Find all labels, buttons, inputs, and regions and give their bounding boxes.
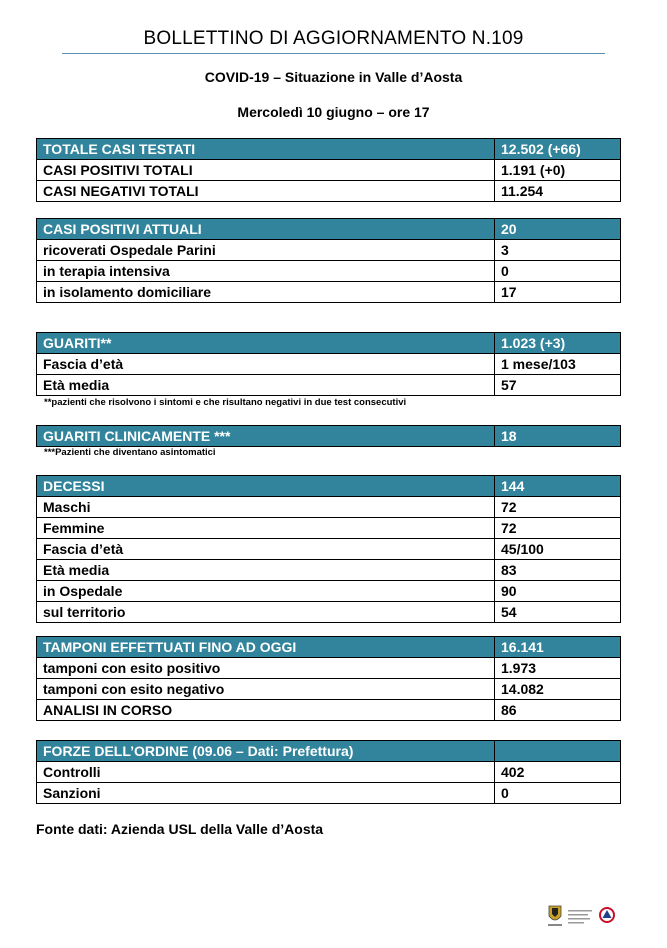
row-value: 0 (495, 783, 621, 804)
table-header-row (37, 426, 621, 447)
table-row (37, 240, 621, 261)
table-positivi-attuali (36, 218, 621, 303)
table-forze-ordine (36, 740, 621, 804)
row-value: 57 (495, 375, 621, 396)
row-label: GUARITI** (37, 333, 495, 354)
table-tamponi (36, 636, 621, 721)
regione-crest-icon (547, 902, 563, 933)
row-value: 1.973 (495, 658, 621, 679)
row-value: 144 (495, 476, 621, 497)
row-label: DECESSI (37, 476, 495, 497)
row-value (495, 741, 621, 762)
bulletin-subtitle: COVID-19 – Situazione in Valle d’Aosta (204, 69, 463, 85)
row-value: 11.254 (495, 181, 621, 202)
row-label: in terapia intensiva (37, 261, 495, 282)
row-label: Femmine (37, 518, 495, 539)
row-value: 18 (495, 426, 621, 447)
footnote-guariti: **pazienti che risolvono i sintomi e che risultano negativi in due test consecutivi (44, 397, 407, 408)
footnote-guariti-clinicamente: ***Pazienti che diventano asintomatici (44, 447, 216, 458)
row-label: sul territorio (37, 602, 495, 623)
row-label: CASI NEGATIVI TOTALI (37, 181, 495, 202)
table-row (37, 783, 621, 804)
row-label: Fascia d’età (37, 354, 495, 375)
table-header-row (37, 476, 621, 497)
row-value: 1 mese/103 (495, 354, 621, 375)
row-value: 54 (495, 602, 621, 623)
row-value: 12.502 (+66) (495, 139, 621, 160)
row-value: 83 (495, 560, 621, 581)
table-row (37, 581, 621, 602)
table-row (37, 560, 621, 581)
table-guariti-clinicamente (36, 425, 621, 447)
table-row (37, 497, 621, 518)
row-label: TAMPONI EFFETTUATI FINO AD OGGI (37, 637, 495, 658)
row-label: tamponi con esito positivo (37, 658, 495, 679)
table-row (37, 602, 621, 623)
table-casi-testati (36, 138, 621, 202)
row-label: Età media (37, 560, 495, 581)
row-value: 86 (495, 700, 621, 721)
table-decessi (36, 475, 621, 623)
table-header-row (37, 637, 621, 658)
bulletin-date: Mercoledì 10 giugno – ore 17 (237, 104, 430, 120)
table-row (37, 282, 621, 303)
row-label: GUARITI CLINICAMENTE *** (37, 426, 495, 447)
table-header-row (37, 219, 621, 240)
row-value: 3 (495, 240, 621, 261)
row-label: CASI POSITIVI ATTUALI (37, 219, 495, 240)
table-row (37, 160, 621, 181)
row-value: 402 (495, 762, 621, 783)
row-label: FORZE DELL’ORDINE (09.06 – Dati: Prefettura) (37, 741, 495, 762)
row-value: 16.141 (495, 637, 621, 658)
table-row (37, 762, 621, 783)
row-label: CASI POSITIVI TOTALI (37, 160, 495, 181)
row-value: 20 (495, 219, 621, 240)
row-label: in isolamento domiciliare (37, 282, 495, 303)
row-value: 1.191 (+0) (495, 160, 621, 181)
protezione-civile-icon (597, 902, 617, 933)
row-value: 17 (495, 282, 621, 303)
table-row (37, 261, 621, 282)
usl-logo-icon (567, 902, 593, 933)
table-row (37, 679, 621, 700)
table-row (37, 658, 621, 679)
table-row (37, 354, 621, 375)
table-row (37, 518, 621, 539)
row-value: 72 (495, 518, 621, 539)
table-row (37, 539, 621, 560)
row-value: 1.023 (+3) (495, 333, 621, 354)
row-value: 45/100 (495, 539, 621, 560)
row-value: 72 (495, 497, 621, 518)
table-row (37, 375, 621, 396)
title-divider (62, 53, 605, 54)
row-label: Sanzioni (37, 783, 495, 804)
data-source: Fonte dati: Azienda USL della Valle d’Aosta (36, 821, 324, 837)
row-label: ANALISI IN CORSO (37, 700, 495, 721)
bulletin-title: BOLLETTINO DI AGGIORNAMENTO N.109 (143, 28, 524, 49)
row-label: ricoverati Ospedale Parini (37, 240, 495, 261)
table-row (37, 181, 621, 202)
table-header-row (37, 139, 621, 160)
row-label: Età media (37, 375, 495, 396)
row-label: tamponi con esito negativo (37, 679, 495, 700)
row-label: TOTALE CASI TESTATI (37, 139, 495, 160)
footer-logos (547, 902, 617, 928)
row-value: 90 (495, 581, 621, 602)
table-row (37, 700, 621, 721)
row-label: Controlli (37, 762, 495, 783)
table-guariti (36, 332, 621, 396)
row-label: in Ospedale (37, 581, 495, 602)
row-label: Fascia d’età (37, 539, 495, 560)
row-value: 14.082 (495, 679, 621, 700)
table-header-row (37, 741, 621, 762)
row-label: Maschi (37, 497, 495, 518)
row-value: 0 (495, 261, 621, 282)
table-header-row (37, 333, 621, 354)
